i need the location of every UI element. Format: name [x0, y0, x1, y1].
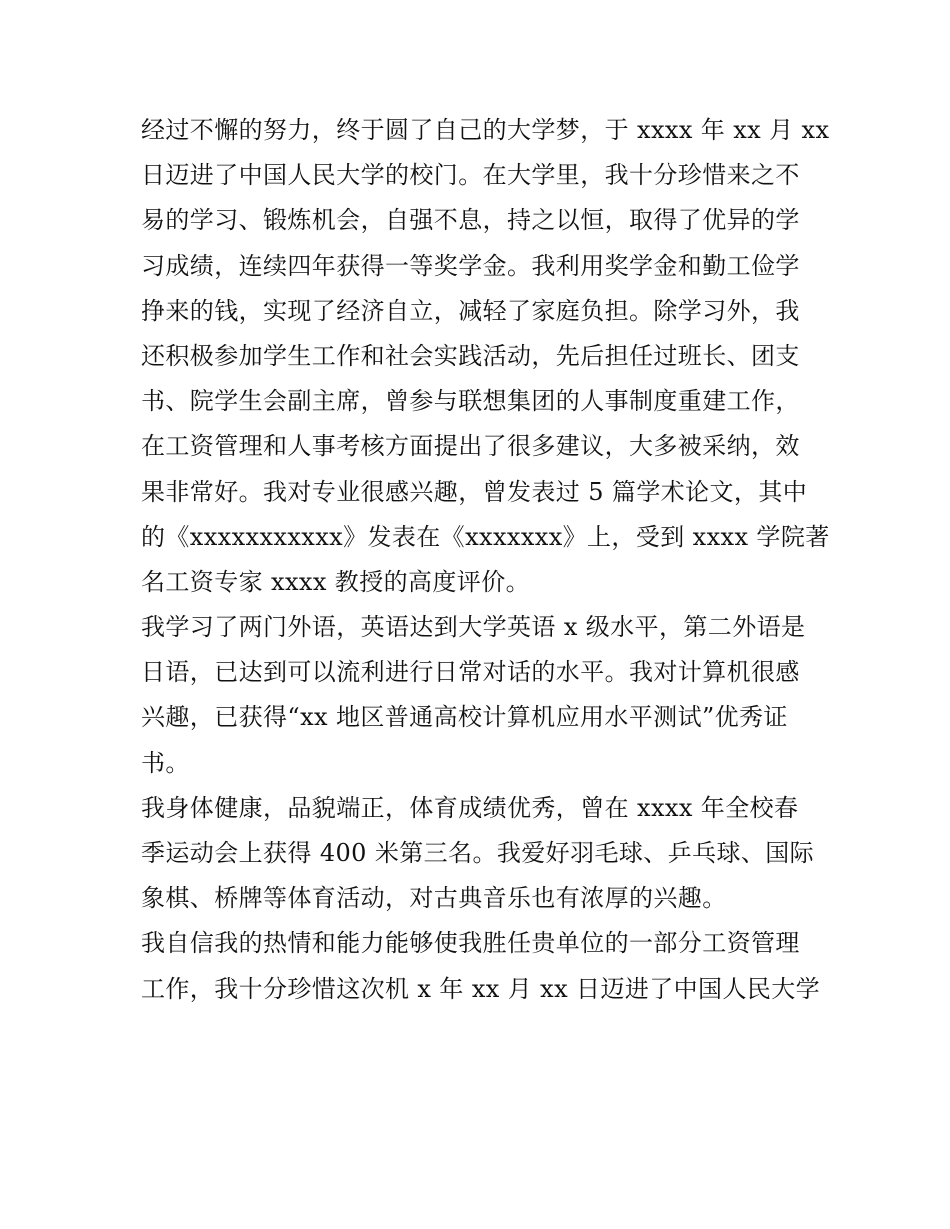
text-line: 书。	[141, 748, 190, 777]
text-line: 兴趣，已获得“xx 地区普通高校计算机应用水平测试”优秀证	[141, 703, 788, 732]
text-line: 我自信我的热情和能力能够使我胜任贵单位的一部分工资管理	[141, 929, 800, 958]
text-line: 挣来的钱，实现了经济自立，减轻了家庭负担。除学习外，我	[141, 296, 800, 325]
text-line: 易的学习、锻炼机会，自强不息，持之以恒，取得了优异的学	[141, 206, 800, 235]
text-line: 日迈进了中国人民大学的校门。在大学里，我十分珍惜来之不	[141, 161, 800, 190]
text-line: 日语，已达到可以流利进行日常对话的水平。我对计算机很感	[141, 658, 800, 687]
text-line: 名工资专家 xxxx 教授的高度评价。	[141, 567, 530, 596]
text-line: 还积极参加学生工作和社会实践活动，先后担任过班长、团支	[141, 341, 800, 370]
text-line: 我学习了两门外语，英语达到大学英语 x 级水平，第二外语是	[141, 613, 806, 642]
text-line: 在工资管理和人事考核方面提出了很多建议，大多被采纳，效	[141, 432, 800, 461]
text-line: 的《xxxxxxxxxxx》发表在《xxxxxxx》上，受到 xxxx 学院著	[141, 522, 830, 551]
text-line: 习成绩，连续四年获得一等奖学金。我利用奖学金和勤工俭学	[141, 251, 800, 280]
text-line: 我身体健康，品貌端正，体育成绩优秀，曾在 xxxx 年全校春	[141, 793, 799, 822]
text-line: 季运动会上获得 400 米第三名。我爱好羽毛球、乒乓球、国际	[141, 839, 815, 867]
text-line: 书、院学生会副主席，曾参与联想集团的人事制度重建工作，	[141, 387, 800, 416]
document-body	[141, 108, 830, 1012]
text-line: 工作，我十分珍惜这次机 x 年 xx 月 xx 日迈进了中国人民大学	[141, 974, 821, 1003]
text-line: 经过不懈的努力，终于圆了自己的大学梦，于 xxxx 年 xx 月 xx	[141, 116, 830, 144]
text-line: 象棋、桥牌等体育活动，对古典音乐也有浓厚的兴趣。	[141, 884, 727, 913]
text-line: 果非常好。我对专业很感兴趣，曾发表过 5 篇学术论文，其中	[141, 477, 808, 506]
